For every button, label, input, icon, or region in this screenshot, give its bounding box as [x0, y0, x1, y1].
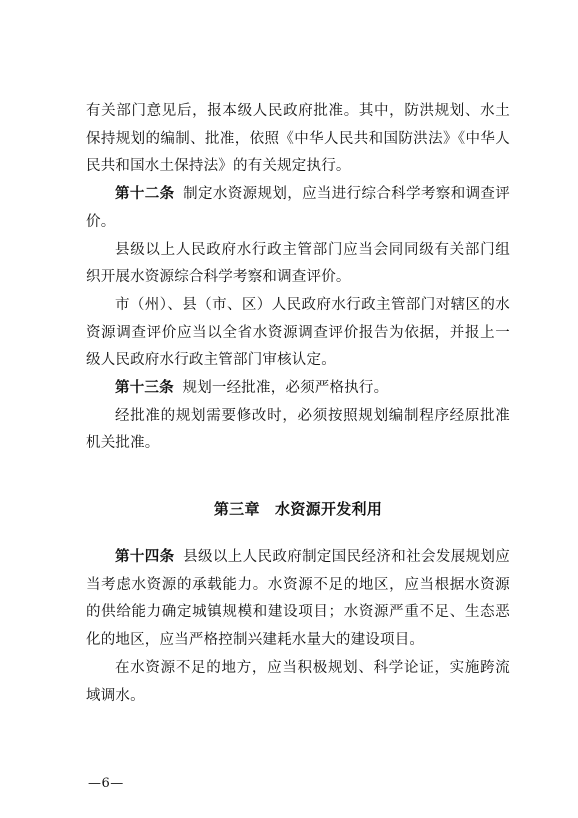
paragraph-text: 有关部门意见后，报本级人民政府批准。其中，防洪规划、水土保持规划的编制、批准，依照《中华人民共和国防洪法》《中华人民共和国水土保持法》的有关规定执行。 — [86, 103, 510, 175]
paragraph-text: 县级以上人民政府制定国民经济和社会发展规划应当考虑水资源的承载能力。水资源不足的地区，应当根据水资源的供给能力确定城镇规模和建设项目；水资源严重不足、生态恶化的地区，应当严格控制兴建耗水量大的建设项目。 — [86, 549, 510, 649]
paragraph — [86, 655, 510, 710]
article-paragraph — [86, 181, 510, 236]
chapter-heading: 第三章 水资源开发利用 — [213, 500, 383, 518]
article-number: 第十三条 — [115, 380, 174, 397]
article-paragraph — [86, 544, 510, 655]
paragraph-text: 在水资源不足的地方，应当积极规划、科学论证，实施跨流域调水。 — [86, 659, 510, 704]
paragraph-text: 规划一经批准，必须严格执行。 — [182, 380, 389, 397]
body-text-top — [86, 98, 510, 458]
paragraph — [86, 237, 510, 292]
paragraph-text: 制定水资源规划，应当进行综合科学考察和调查评价。 — [86, 186, 510, 230]
paragraph — [86, 98, 510, 181]
article-number: 第十四条 — [115, 549, 175, 565]
page-number: —6— — [88, 776, 124, 791]
article-paragraph — [86, 375, 510, 403]
paragraph-text: 经批准的规划需要修改时，必须按照规划编制程序经原批准机关批准。 — [86, 407, 510, 452]
paragraph-text: 市（州）、县（市、区）人民政府水行政主管部门对辖区的水资源调查评价应当以全省水资源调查评价报告为依据，并报上一级人民政府水行政主管部门审核认定。 — [86, 296, 510, 369]
paragraph — [86, 292, 510, 375]
paragraph-text: 县级以上人民政府水行政主管部门应当会同同级有关部门组织开展水资源综合科学考察和调查评价。 — [86, 241, 510, 286]
body-text-bottom — [86, 544, 510, 710]
article-number: 第十二条 — [115, 186, 175, 203]
paragraph — [86, 403, 510, 458]
